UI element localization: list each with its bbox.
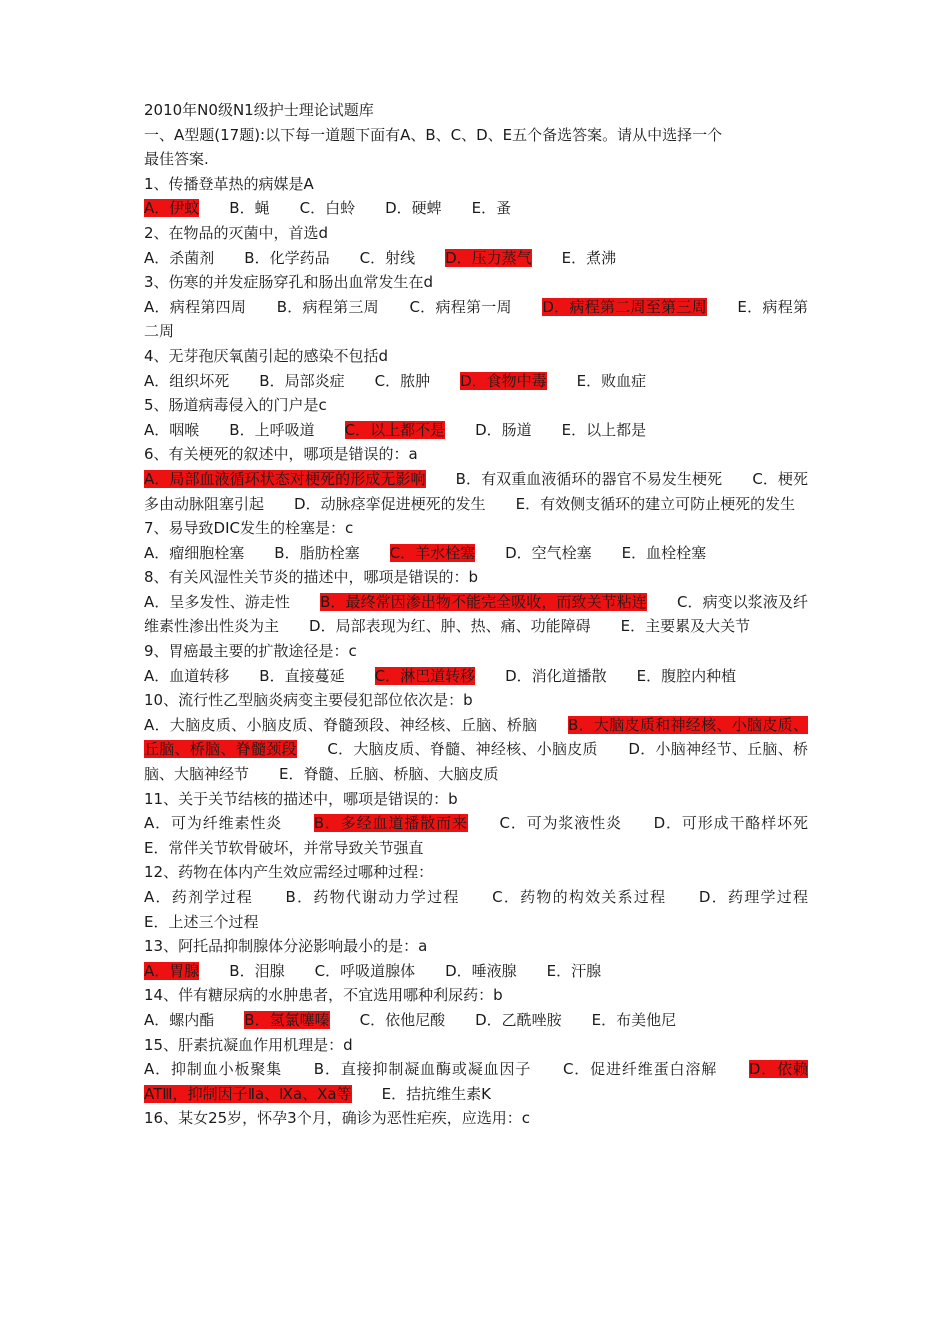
option: E．煮沸 [561, 248, 617, 267]
option: E．布美他尼 [591, 1010, 677, 1029]
option: E．病程第二周 [144, 297, 808, 341]
option: B．化学药品 [244, 248, 330, 267]
question-options [144, 295, 808, 344]
option: B．蝇 [229, 199, 270, 218]
option-highlighted-answer: A．局部血液循环状态对梗死的形成无影响 [144, 469, 426, 488]
section-heading: 一、A型题(17题):以下每一道题下面有A、B、C、D、E五个备选答案。请从中选择一个 [144, 125, 723, 144]
option: E．蚤 [471, 199, 512, 218]
option: E．血栓栓塞 [621, 543, 707, 562]
option: C．大脑皮质、脊髓、神经核、小脑皮质 [327, 740, 598, 759]
question-options [144, 467, 808, 516]
option: C．白蛉 [299, 199, 356, 218]
question-stem: 7、易导致DIC发生的栓塞是：c [144, 519, 354, 538]
option: A．药剂学过程 [144, 888, 254, 906]
question-options [144, 590, 808, 639]
question-stem: 5、肠道病毒侵入的门户是c [144, 396, 327, 415]
question-stem: 3、伤寒的并发症肠穿孔和肠出血常发生在d [144, 273, 434, 292]
option-highlighted-answer: B．大脑皮质和神经核、小脑皮质、丘脑、桥脑、脊髓颈段 [144, 715, 808, 759]
option: A．组织坏死 [144, 371, 230, 390]
question-stem: 12、药物在体内产生效应需经过哪种过程： [144, 863, 434, 882]
question-options [144, 885, 808, 934]
option: B．直接抑制凝血酶或凝血因子 [313, 1060, 532, 1079]
question-options [144, 1008, 808, 1033]
option: D．药理学过程 [698, 888, 808, 906]
question-stem: 10、流行性乙型脑炎病变主要侵犯部位依次是：b [144, 691, 473, 710]
option: E．脊髓、丘脑、桥脑、大脑皮质 [279, 765, 499, 784]
question-options [144, 1057, 808, 1106]
question-options [144, 418, 808, 443]
option: B．有双重血液循环的器官不易发生梗死 [455, 469, 723, 488]
option: C．药物的构效关系过程 [492, 888, 667, 906]
option: E．常伴关节软骨破坏，并常导致关节强直 [144, 838, 424, 857]
option-highlighted-answer: B．最终常因渗出物不能完全吸收，而致关节粘连 [320, 592, 647, 611]
option: C．呼吸道腺体 [314, 961, 416, 980]
question-stem: 6、有关梗死的叙述中，哪项是错误的：a [144, 445, 418, 464]
option: D．消化道播散 [505, 666, 607, 685]
option: D．硬蜱 [385, 199, 442, 218]
option-highlighted-answer: D．食物中毒 [460, 371, 547, 390]
option: E．有效侧支循环的建立可防止梗死的发生 [515, 494, 796, 513]
question-options [144, 369, 808, 394]
option-highlighted-answer: B．多经血道播散而来 [313, 814, 468, 833]
option-highlighted-answer: C．淋巴道转移 [374, 666, 476, 685]
option: C．病变以浆液及纤维素性渗出性炎为主 [144, 592, 808, 636]
option: A．可为纤维素性炎 [144, 814, 283, 833]
option: C．促进纤维蛋白溶解 [562, 1060, 718, 1079]
option: D．可形成干酪样坏死 [653, 814, 808, 833]
option: A．病程第四周 [144, 297, 247, 316]
option: B．上呼吸道 [229, 420, 315, 439]
option: E．汗腺 [546, 961, 602, 980]
option-highlighted-answer: B．氢氯噻嗪 [244, 1010, 330, 1029]
option: E．上述三个过程 [144, 912, 259, 931]
document-body [144, 98, 808, 1131]
option: D．局部表现为红、肿、热、痛、功能障碍 [309, 617, 591, 636]
question-stem: 8、有关风湿性关节炎的描述中，哪项是错误的：b [144, 568, 479, 587]
option: A．咽喉 [144, 420, 200, 439]
document-title: 2010年N0级N1级护士理论试题库 [144, 101, 374, 119]
question-stem: 4、无芽孢厌氧菌引起的感染不包括d [144, 346, 389, 365]
option: B．泪腺 [229, 961, 285, 980]
option: A．抑制血小板聚集 [144, 1060, 283, 1079]
question-options [144, 541, 808, 566]
question-stem: 16、某女25岁，怀孕3个月，确诊为恶性疟疾，应选用：c [144, 1109, 530, 1128]
question-stem: 9、胃癌最主要的扩散途径是：c [144, 642, 357, 661]
option: B．脂肪栓塞 [274, 543, 360, 562]
option: D．小脑神经节、丘脑、桥脑、大脑神经节 [144, 740, 808, 784]
option: E．以上都是 [561, 420, 647, 439]
option: A．螺内酯 [144, 1010, 215, 1029]
option: E．主要累及大关节 [620, 617, 751, 636]
option-highlighted-answer: C．以上都不是 [344, 420, 446, 439]
question-stem: 15、肝素抗凝血作用机理是：d [144, 1035, 353, 1054]
option: E．拮抗维生素K [381, 1084, 491, 1103]
option: C．梗死多由动脉阻塞引起 [144, 469, 808, 513]
option: D．肠道 [475, 420, 532, 439]
option: D．空气栓塞 [505, 543, 592, 562]
option-highlighted-answer: C．羊水栓塞 [389, 543, 476, 562]
question-options [144, 196, 808, 221]
question-stem: 2、在物品的灭菌中，首选d [144, 223, 329, 242]
option: E．败血症 [576, 371, 647, 390]
question-options [144, 713, 808, 787]
option: C．可为浆液性炎 [499, 814, 622, 833]
option: B．病程第三周 [276, 297, 379, 316]
question-stem: 1、传播登革热的病媒是A [144, 174, 314, 193]
question-options [144, 664, 808, 689]
question-list [144, 172, 808, 1131]
option: C．脓肿 [374, 371, 431, 390]
option: D．唾液腺 [445, 961, 517, 980]
question-stem: 14、伴有糖尿病的水肿患者，不宜选用哪种利尿药：b [144, 986, 503, 1005]
option-highlighted-answer: D．依赖ATⅢ，抑制因子Ⅱa、Ⅸa、Ⅹa等 [144, 1060, 808, 1103]
option: C．射线 [359, 248, 416, 267]
option: D．乙酰唑胺 [475, 1010, 562, 1029]
option: D．动脉痉挛促进梗死的发生 [294, 494, 486, 513]
question-stem: 13、阿托品抑制腺体分泌影响最小的是：a [144, 937, 428, 956]
option: B．药物代谢动力学过程 [285, 888, 460, 906]
option: A．血道转移 [144, 666, 230, 685]
option-highlighted-answer: A．胃腺 [144, 961, 200, 980]
section-heading-continued: 最佳答案. [144, 150, 209, 169]
option: A．瘤细胞栓塞 [144, 543, 245, 562]
option-highlighted-answer: D．压力蒸气 [445, 248, 532, 267]
question-stem: 11、关于关节结核的描述中，哪项是错误的：b [144, 789, 458, 808]
option: A．大脑皮质、小脑皮质、脊髓颈段、神经核、丘脑、桥脑 [144, 715, 538, 734]
option: A．呈多发性、游走性 [144, 592, 290, 611]
option: B．直接蔓延 [259, 666, 345, 685]
question-options [144, 959, 808, 984]
option: C．依他尼酸 [359, 1010, 446, 1029]
option-highlighted-answer: A．伊蚊 [144, 199, 200, 218]
option: C．病程第一周 [409, 297, 512, 316]
option: E．腹腔内种植 [636, 666, 737, 685]
question-options [144, 246, 808, 271]
option: B．局部炎症 [259, 371, 345, 390]
question-options [144, 811, 808, 860]
option-highlighted-answer: D．病程第二周至第三周 [542, 297, 707, 316]
option: A．杀菌剂 [144, 248, 215, 267]
